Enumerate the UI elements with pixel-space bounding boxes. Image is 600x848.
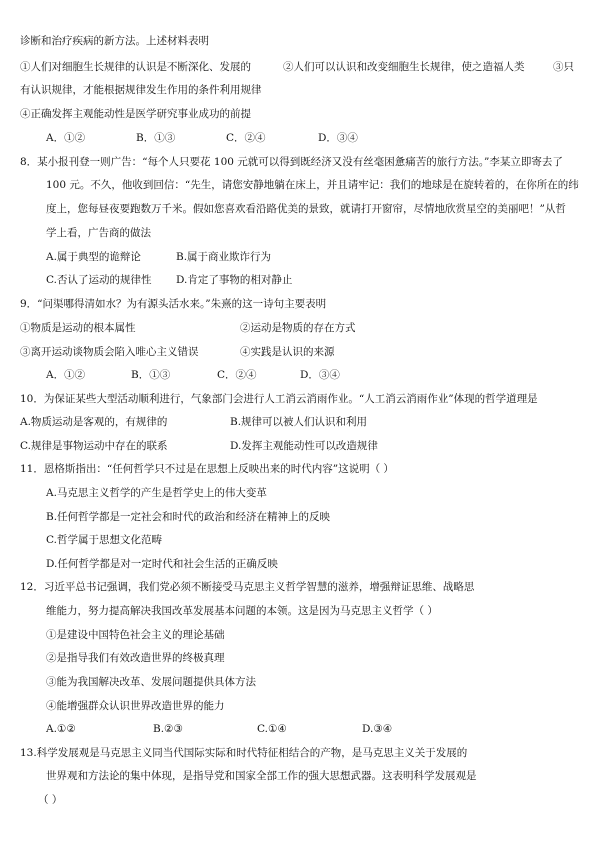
q11-stem: 11．恩格斯指出：“任何哲学只不过是在思想上反映出来的时代内容”这说明（ ） (20, 463, 394, 475)
q13-stem-line: 13.科学发展观是马克思主义同当代国际实际和时代特征相结合的产物，是马克思主义关于发展的 (20, 747, 468, 759)
q12-choice-d: D.③④ (362, 723, 393, 735)
intro-line: 诊断和治疗疾病的新方法。上述材料表明 (20, 35, 209, 47)
q8-choice-a: A.属于典型的诡辩论 (46, 251, 141, 263)
q9-option-1: ①物质是运动的根本属性 (20, 322, 136, 334)
q9-choice-d: D．③④ (300, 369, 340, 381)
q9-stem: 9．“问渠哪得清如水？为有源头活水来。”朱熹的这一诗句主要表明 (20, 298, 327, 310)
q8-stem-line: 8．某小报刊登一则广告：“每个人只要花 100 元就可以得到既经济又没有丝毫困惫痛苦的旅行方法。”李某立即寄去了 (20, 156, 563, 168)
q11-choice-d: D.任何哲学都是对一定时代和社会生活的正确反映 (46, 558, 278, 570)
intro-option-3-cont: 有认识规律，才能根据规律发生作用的条件利用规律 (20, 84, 262, 96)
intro-option-2: ②人们可以认识和改变细胞生长规律，使之造福人类 (283, 61, 525, 73)
q13-answer-blank: （ ） (38, 794, 63, 806)
q12-choice-a: A.①② (46, 723, 76, 735)
q12-option-4: ④能增强群众认识世界改造世界的能力 (46, 700, 225, 712)
q8-choice-d: D.肯定了事物的相对静止 (176, 274, 293, 286)
q10-choice-a: A.物质运动是客观的，有规律的 (20, 416, 168, 428)
intro-option-3: ③只 (553, 61, 574, 73)
q11-choice-c: C.哲学属于思想文化范畴 (46, 534, 162, 546)
q11-choice-b: B.任何哲学都是一定社会和时代的政治和经济在精神上的反映 (46, 511, 331, 523)
q8-choice-b: B.属于商业欺诈行为 (176, 251, 272, 263)
choice-a: A．①② (46, 132, 86, 144)
q9-choice-c: C．②④ (217, 369, 257, 381)
choice-c: C．②④ (226, 132, 266, 144)
q8-stem-line: 100 元。不久，他收到回信：“先生，请您安静地躺在床上，并且请牢记：我们的地球是在旋转着的，在你所在的纬 (46, 179, 579, 191)
q9-choice-b: B．①③ (131, 369, 171, 381)
q8-stem-line: 度上，您每昼夜要跑数万千米。假如您喜欢看沿路优美的景致，就请打开窗帘，尽情地欣赏星空的美丽吧！”从哲 (46, 203, 566, 215)
q11-choice-a: A.马克思主义哲学的产生是哲学史上的伟大变革 (46, 487, 267, 499)
q12-option-1: ①是建设中国特色社会主义的理论基础 (46, 629, 225, 641)
q9-option-3: ③离开运动谈物质会陷入唯心主义错误 (20, 346, 199, 358)
q9-option-2: ②运动是物质的存在方式 (240, 322, 356, 334)
intro-option-4: ④正确发挥主观能动性是医学研究事业成功的前提 (20, 108, 251, 120)
q10-choice-c: C.规律是事物运动中存在的联系 (20, 440, 168, 452)
q10-choice-b: B.规律可以被人们认识和利用 (230, 416, 368, 428)
q12-choice-b: B.②③ (153, 723, 183, 735)
q13-stem-line: 世界观和方法论的集中体现，是指导党和国家全部工作的强大思想武器。这表明科学发展观是 (46, 770, 477, 782)
q12-stem-line: 12．习近平总书记强调，我们党必须不断接受马克思主义哲学智慧的滋养，增强辩证思维、战略思 (20, 581, 475, 593)
q12-stem-line: 维能力，努力提高解决我国改革发展基本问题的本领。这是因为马克思主义哲学（ ） (46, 605, 438, 617)
q9-choice-a: A．①② (46, 369, 86, 381)
q8-stem-line: 学上看，广告商的做法 (46, 227, 151, 239)
q12-option-2: ②是指导我们有效改造世界的终极真理 (46, 652, 225, 664)
q8-choice-c: C.否认了运动的规律性 (46, 274, 152, 286)
choice-d: D．③④ (318, 132, 358, 144)
q12-choice-c: C.①④ (257, 723, 287, 735)
intro-option-1: ①人们对细胞生长规律的认识是不断深化、发展的 (20, 61, 251, 73)
choice-b: B．①③ (136, 132, 176, 144)
q10-choice-d: D.发挥主观能动性可以改造规律 (230, 440, 378, 452)
q12-option-3: ③能为我国解决改革、发展问题提供具体方法 (46, 676, 256, 688)
q9-option-4: ④实践是认识的来源 (240, 346, 335, 358)
q10-stem: 10．为保证某些大型活动顺利进行，气象部门会进行人工消云消雨作业。“人工消云消雨作业”体现的哲学道理是 (20, 393, 538, 405)
